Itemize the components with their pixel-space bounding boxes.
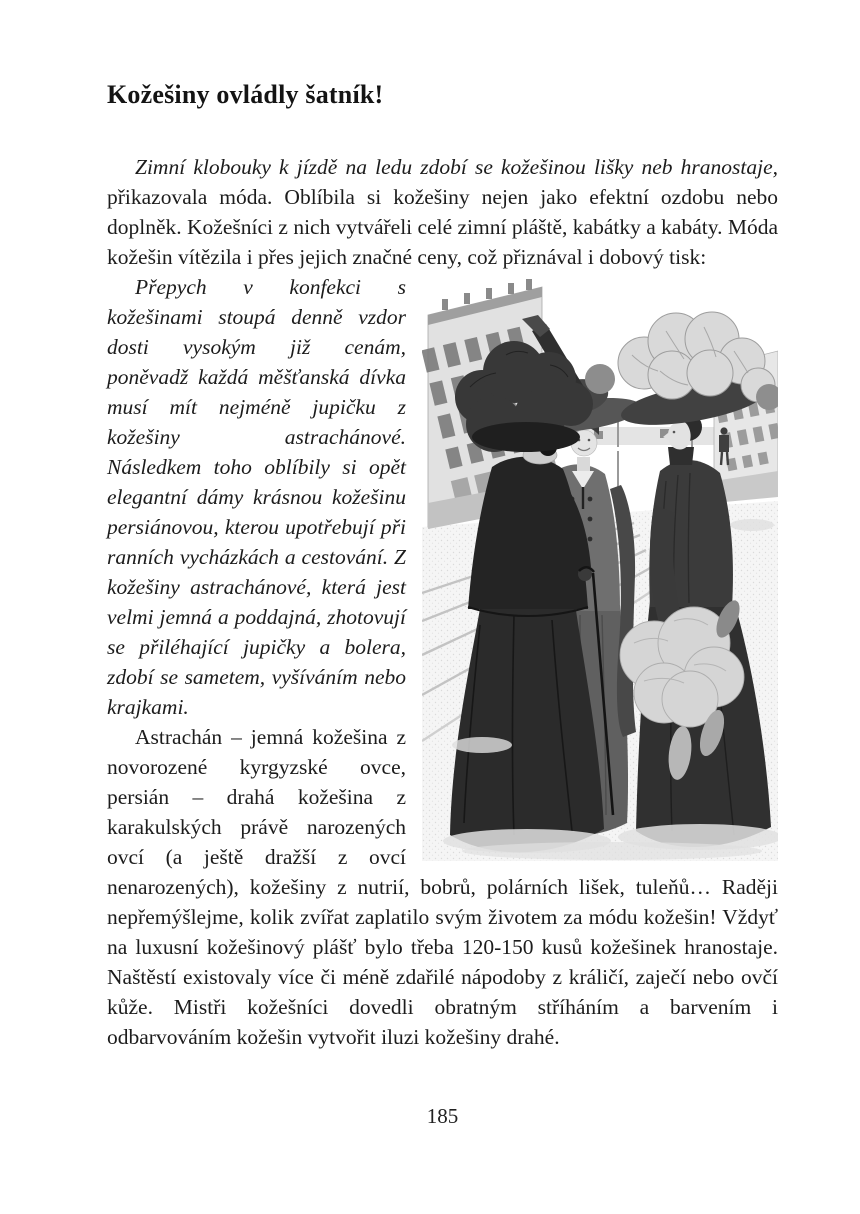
page-content (107, 80, 778, 1052)
paragraph-intro (107, 152, 778, 272)
page-title: Kožešiny ovládly šatník! (107, 80, 384, 109)
intro-italic-lead: Zimní klobouky k jízdě na ledu zdobí se kožešinou lišky neb hranostaje, (135, 155, 778, 179)
intro-rest: přikazovala móda. Oblíbila si kožešiny nejen jako efektní ozdobu nebo doplněk. Kožešníci z nich vytvářeli celé zimní pláště, kabátky a kabáty. Móda kožešin vítězila i přes jejich značné ceny, což přiznával i dobový tisk: (107, 185, 778, 269)
paragraph-quote: Přepych v konfekci s kožešinami stoupá denně vzdor dosti vysokým již cenám, poněvadž každá měšťanská dívka musí mít nejméně jupičku z kožešiny astrachánové. Následkem toho oblíbily si opět elegantní dámy krásnou kožešinu persiánovou, kterou upotřebují při ranních vycházkách a cestování. Z kožešiny astrachánové, která jest velmi jemná a poddajná, zhotovují se přiléhající jupičky a bolera, zdobí se sametem, vyšíváním nebo krajkami. (107, 275, 406, 719)
ladies-fur-fashion-illustration (422, 275, 778, 861)
profile-face (668, 421, 691, 449)
paragraph-astrachan: Astrachán – jemná kožešina z novorozené kyrgyzské ovce, persián – drahá kožešina z karakulských právě narozených ovcí (a ještě dražší z ovcí nenarozených), kožešiny z nutrií, bobrů, polárních lišek, tuleňů… Raději nepřemýšlejme, kolik zvířat zaplatilo svým životem za módu kožešin! Vždyť na luxusní kožešinový plášť bylo třeba 120-150 kusů kožešinek hranostaje. Naštěstí existovaly více či méně zdařilé nápodoby z králičí, zaječí nebo ovčí kůže. Mistři kožešníci dovedli obratným stříháním a barvením i odbarvováním kožešin vytvořit iluzi kožešiny drahé. (107, 725, 778, 1049)
illustration-figure (422, 275, 778, 861)
page-number: 185 (426, 1104, 459, 1128)
lady-left-back (450, 341, 604, 852)
